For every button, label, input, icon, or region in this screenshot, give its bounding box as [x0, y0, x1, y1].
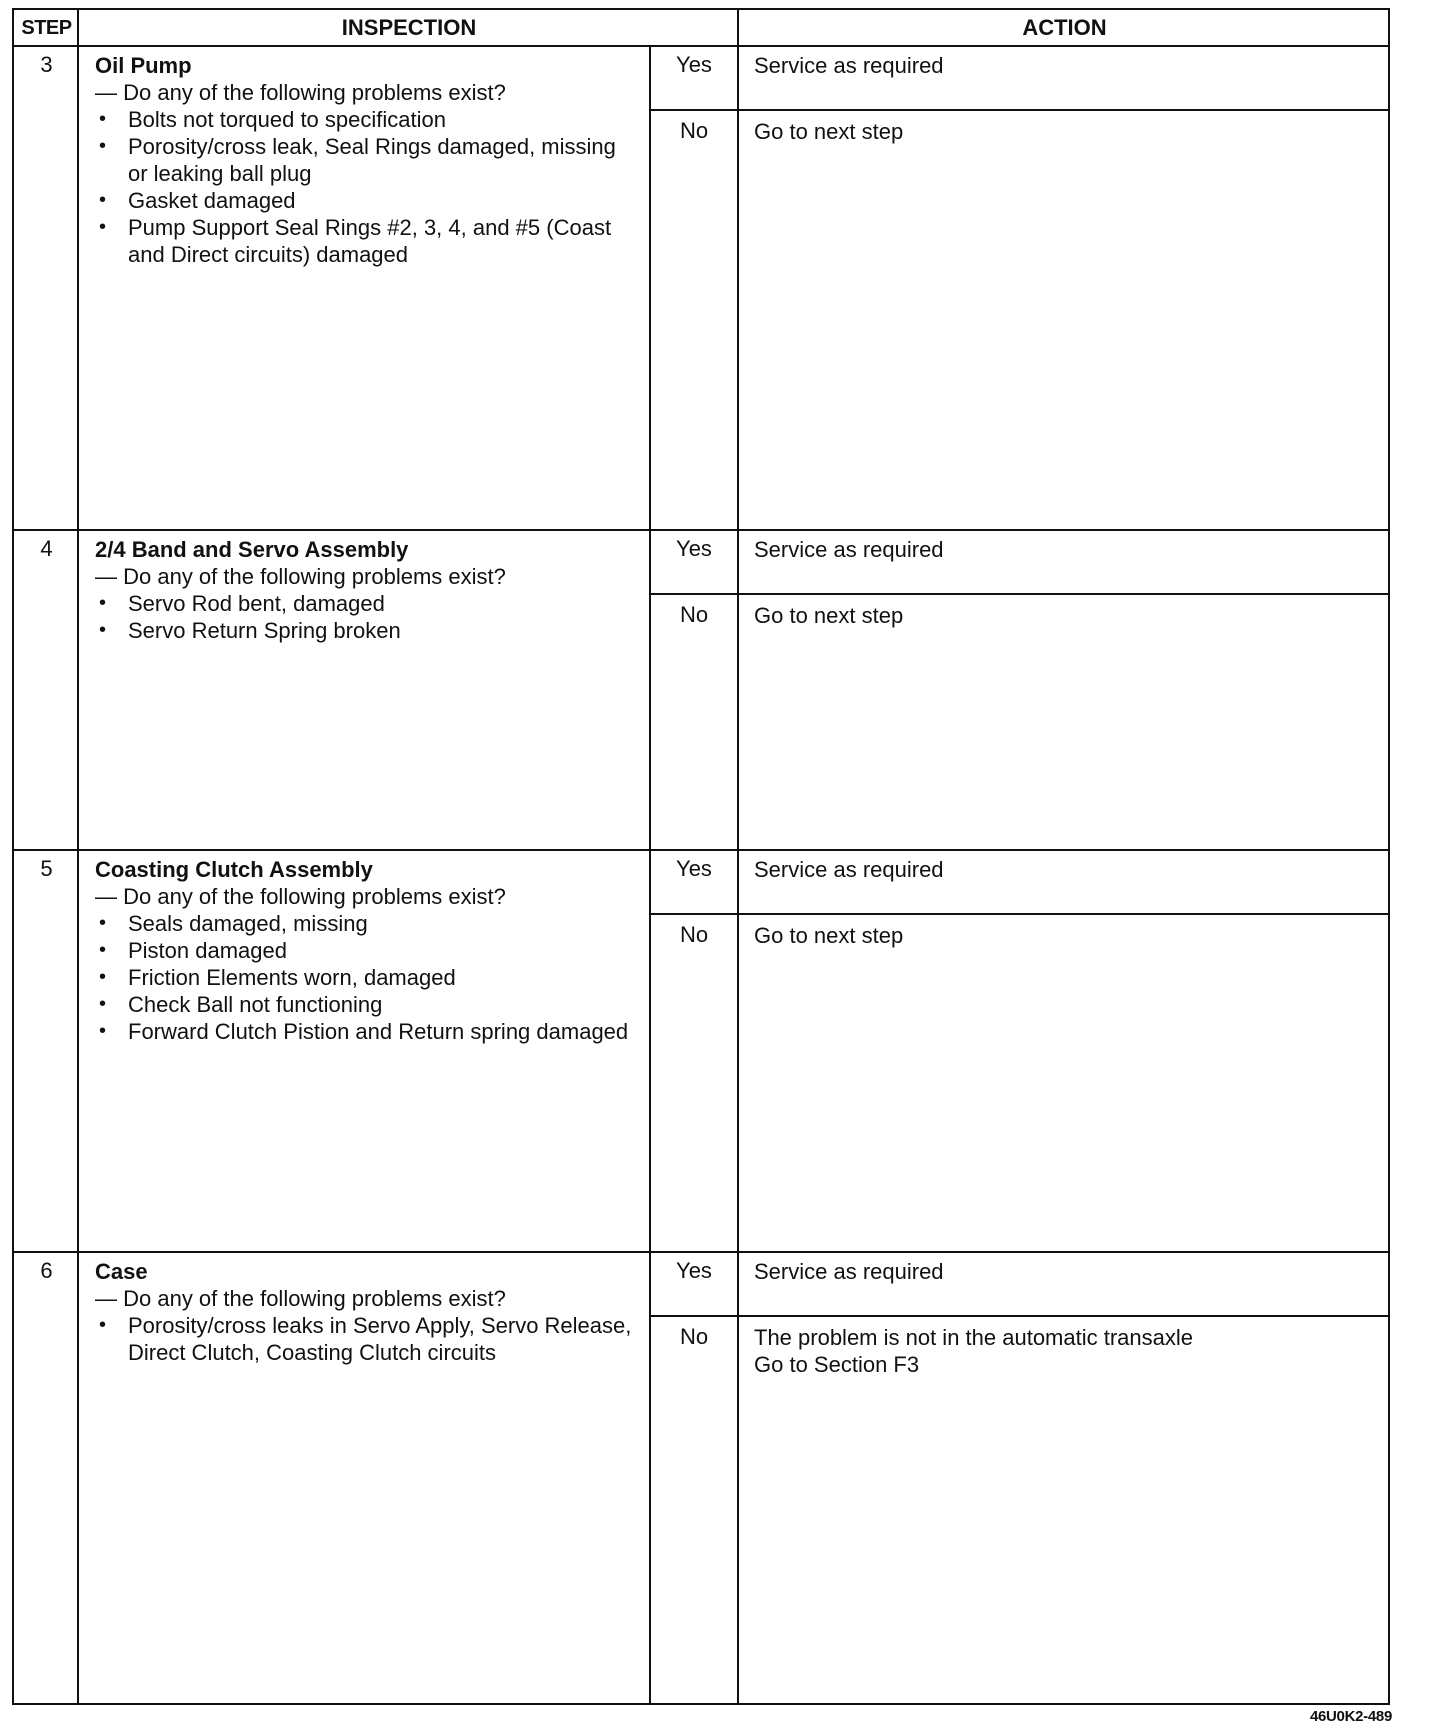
- divider-inspection: [737, 10, 739, 1703]
- no-action-line: Go to next step: [754, 603, 904, 628]
- inspection-cell: [95, 1258, 635, 1366]
- row-divider: [14, 1251, 1388, 1253]
- step-number: 5: [40, 856, 53, 881]
- step-number: 4: [40, 536, 53, 561]
- diagnostic-table: [12, 8, 1390, 1705]
- no-label: No: [679, 922, 709, 947]
- problem-item: • Friction Elements worn, damaged: [95, 964, 635, 991]
- no-label: No: [679, 602, 709, 627]
- header-divider: [14, 45, 1388, 47]
- problem-item: • Servo Rod bent, damaged: [95, 590, 635, 617]
- no-action: [754, 118, 1374, 145]
- step-number: 6: [40, 1258, 53, 1283]
- yes-no-divider: [649, 1315, 1388, 1317]
- problem-item: • Porosity/cross leaks in Servo Apply, Servo Release, Direct Clutch, Coasting Clutch circuits: [95, 1312, 635, 1366]
- inspection-title: Coasting Clutch Assembly: [95, 857, 373, 882]
- problem-item: • Pump Support Seal Rings #2, 3, 4, and #5 (Coast and Direct circuits) damaged: [95, 214, 635, 268]
- problem-item: • Seals damaged, missing: [95, 910, 635, 937]
- no-action-line: Go to next step: [754, 119, 904, 144]
- row-divider: [14, 529, 1388, 531]
- step-number: 3: [40, 52, 53, 77]
- yes-action: Service as required: [754, 53, 944, 78]
- problem-item: • Piston damaged: [95, 937, 635, 964]
- header-inspection: INSPECTION: [341, 15, 477, 40]
- problem-list: [95, 590, 635, 644]
- problem-item: • Check Ball not functioning: [95, 991, 635, 1018]
- figure-id: 46U0K2-489: [1309, 1708, 1392, 1725]
- no-action: [754, 1324, 1374, 1378]
- inspection-question: — Do any of the following problems exist?: [95, 1286, 506, 1311]
- no-action: [754, 602, 1374, 629]
- problem-item: • Gasket damaged: [95, 187, 635, 214]
- yes-action: Service as required: [754, 1259, 944, 1284]
- yes-no-divider: [649, 913, 1388, 915]
- problem-item: • Servo Return Spring broken: [95, 617, 635, 644]
- no-label: No: [679, 118, 709, 143]
- inspection-question: — Do any of the following problems exist?: [95, 80, 506, 105]
- yes-label: Yes: [676, 536, 712, 561]
- problem-list: [95, 910, 635, 1045]
- problem-item: • Forward Clutch Pistion and Return spring damaged: [95, 1018, 635, 1045]
- inspection-cell: [95, 856, 635, 1045]
- yes-label: Yes: [676, 1258, 712, 1283]
- yes-label: Yes: [676, 856, 712, 881]
- no-action-line: Go to next step: [754, 923, 904, 948]
- inspection-title: Case: [95, 1259, 148, 1284]
- inspection-cell: [95, 52, 635, 268]
- problem-list: [95, 1312, 635, 1366]
- yes-action: Service as required: [754, 857, 944, 882]
- problem-item: • Bolts not torqued to specification: [95, 106, 635, 133]
- yes-no-divider: [649, 109, 1388, 111]
- inspection-question: — Do any of the following problems exist?: [95, 564, 506, 589]
- yes-no-divider: [649, 593, 1388, 595]
- header-step: STEP: [21, 17, 72, 39]
- no-label: No: [679, 1324, 709, 1349]
- inspection-cell: [95, 536, 635, 644]
- row-divider: [14, 849, 1388, 851]
- problem-list: [95, 106, 635, 268]
- inspection-question: — Do any of the following problems exist?: [95, 884, 506, 909]
- no-action-line: Go to Section F3: [754, 1352, 920, 1377]
- inspection-title: Oil Pump: [95, 53, 192, 78]
- no-action: [754, 922, 1374, 949]
- no-action-line: The problem is not in the automatic transaxle: [754, 1325, 1194, 1350]
- header-action: ACTION: [1022, 15, 1107, 40]
- yes-label: Yes: [676, 52, 712, 77]
- problem-item: • Porosity/cross leak, Seal Rings damaged, missing or leaking ball plug: [95, 133, 635, 187]
- inspection-title: 2/4 Band and Servo Assembly: [95, 537, 409, 562]
- yes-action: Service as required: [754, 537, 944, 562]
